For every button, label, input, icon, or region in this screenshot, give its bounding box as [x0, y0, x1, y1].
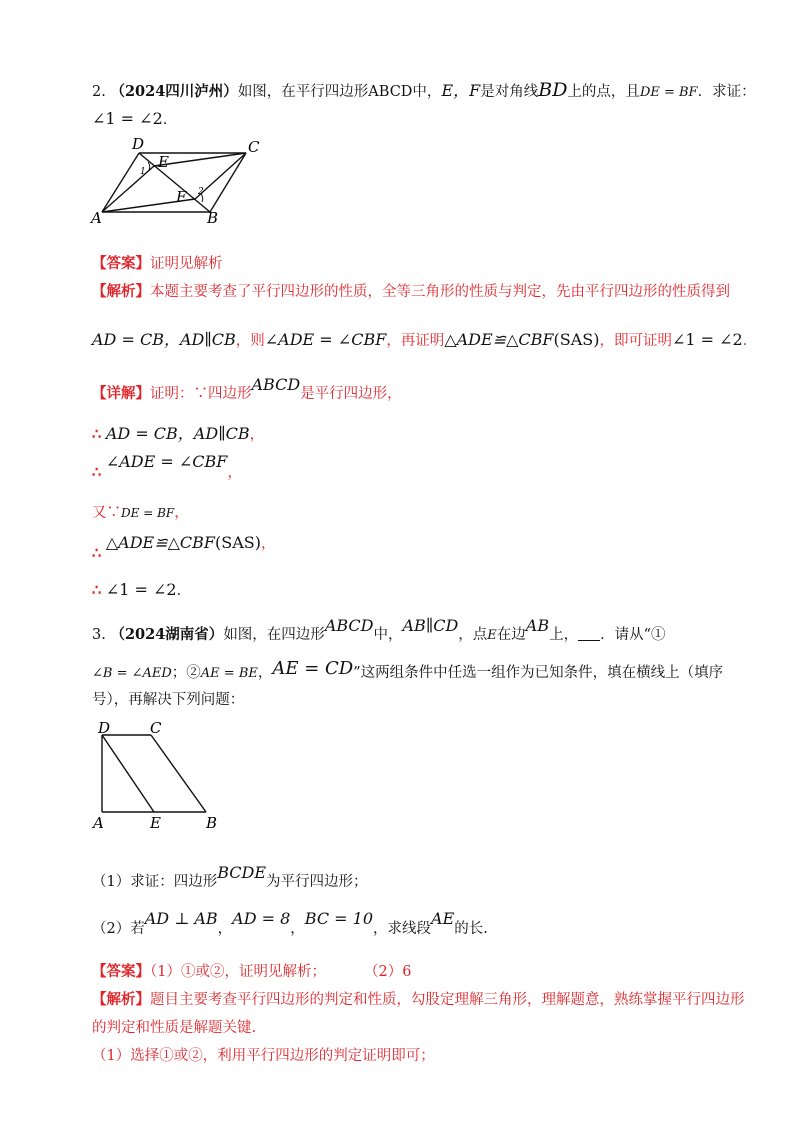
q2-detail-intro: 【详解】证明：∵四边形ABCD是平行四边形， [92, 375, 402, 402]
label-angle-2: 2 [198, 187, 204, 197]
label-a: A [91, 209, 102, 224]
q3-analysis-line2: 的判定和性质是解题关键. [92, 1020, 257, 1036]
label-d: D [98, 720, 111, 737]
segment-de [102, 735, 154, 812]
q3-part-2: （2）若AD ⊥ AB，AD = 8，BC = 10，求线段AE的长. [92, 909, 488, 937]
label-b: B [206, 814, 218, 832]
label-e: E [150, 814, 161, 832]
q2-step-3: 又∵DE = BF， [92, 505, 189, 521]
q2-number: 2. [92, 84, 106, 100]
q2-source: （2024四川泸州） [110, 83, 238, 100]
label-c: C [150, 720, 162, 737]
q3-analysis-line1: 【解析】题目主要考查平行四边形的判定和性质，勾股定理解三角形，理解题意，熟练掌握平行四边形 [92, 991, 745, 1008]
q3-line2: ∠B = ∠AED；②AE = BE，AE = CD”这两组条件中任选一组作为已知条件，填在横线上（填序 [92, 658, 724, 681]
label-f: F [176, 188, 187, 206]
q3-line1: 3. （2024湖南省）如图，在四边形ABCD中，AB∥CD，点E在边AB上， ．请从“① [92, 616, 666, 643]
angle-1-arc [148, 162, 150, 170]
edge-bc [210, 153, 246, 212]
q2-step-4: ∴ △ADE≌△CBF(SAS)， [92, 533, 276, 562]
q3-number: 3. [92, 627, 106, 643]
q3-fill-blank[interactable] [578, 626, 600, 641]
q2-analysis-line1: 【解析】本题主要考查了平行四边形的性质，全等三角形的性质与判定，先由平行四边形的性质得到 [92, 283, 730, 300]
q3-line3: 号），再解决下列问题： [92, 692, 245, 708]
q2-answer: 【答案】证明见解析 [92, 255, 223, 272]
label-d: D [132, 135, 145, 153]
label-e: E [158, 153, 169, 171]
diagonal-bd [139, 153, 210, 212]
q3-source: （2024湖南省） [110, 626, 224, 643]
label-a: A [93, 814, 104, 832]
q3-answer: 【答案】（1）①或②，证明见解析； （2）6 [92, 963, 412, 980]
q2-step-1: ∴ AD = CB，AD∥CB， [92, 424, 265, 443]
q3-figure-trapezoid [88, 720, 228, 832]
q3-part-1: （1）求证：四边形BCDE为平行四边形； [92, 863, 368, 890]
q2-analysis-line2: AD = CB，AD∥CB，则∠ADE = ∠CBF，再证明△ADE≌△CBF(SAS)，即可证明∠1 = ∠2． [92, 330, 758, 349]
q2-line2: ∠1 = ∠2． [92, 109, 178, 128]
edge-da [102, 153, 139, 212]
label-c: C [248, 138, 260, 156]
q3-analysis-line3: （1）选择①或②，利用平行四边形的判定证明即可； [92, 1048, 435, 1064]
edge-bc [151, 735, 206, 812]
q2-line1: 2. （2024四川泸州）如图，在平行四边形ABCD中，E，F是对角线BD上的点，且DE = BF．求证： [92, 79, 756, 101]
q2-step-5: ∴ ∠1 = ∠2． [92, 580, 192, 599]
label-angle-1: 1 [140, 167, 146, 177]
q2-figure-parallelogram [88, 132, 268, 224]
segment-ae [102, 166, 154, 212]
q2-step-2: ∴ ∠ADE = ∠CBF， [92, 452, 242, 481]
label-b: B [207, 209, 219, 224]
